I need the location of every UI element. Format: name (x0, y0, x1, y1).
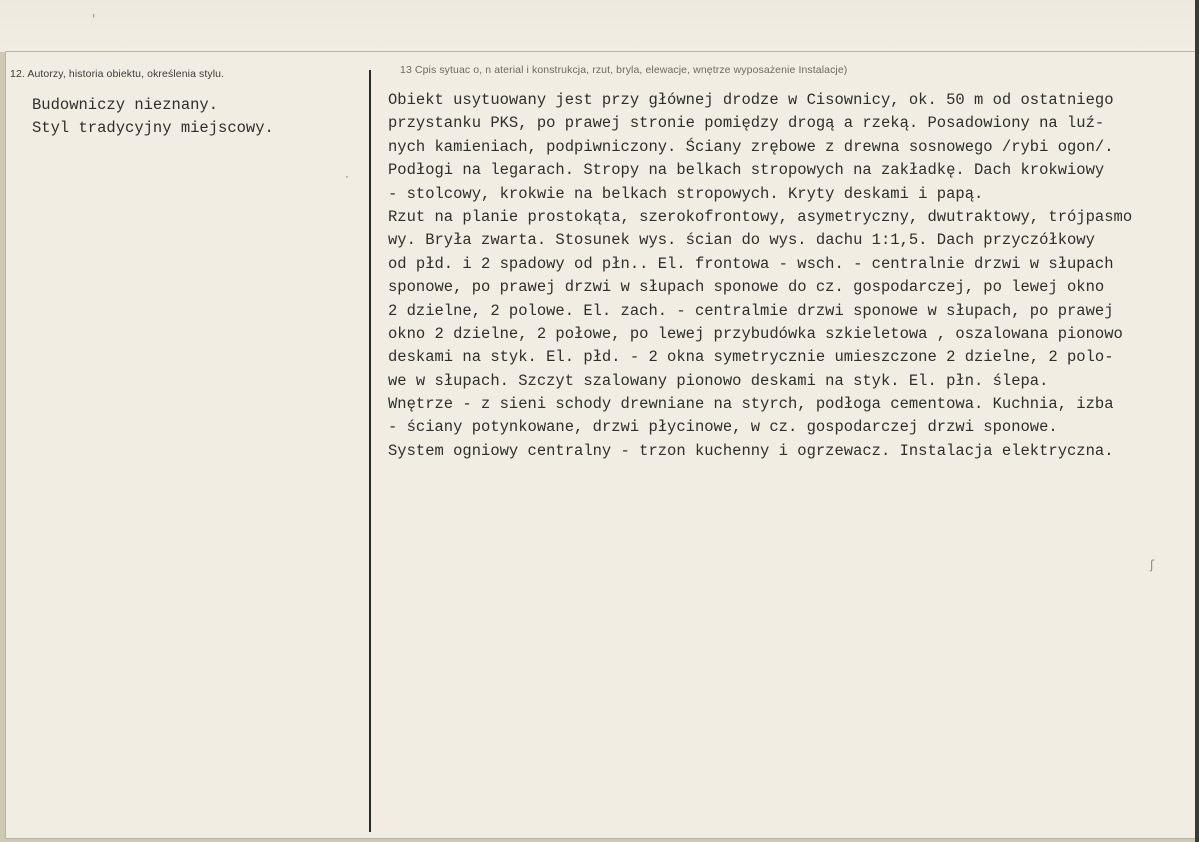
field-13-line: - ściany potynkowane, drzwi płycinowe, w cz. gospodarczej drzwi sponowe. (388, 418, 1058, 437)
column-divider (369, 70, 371, 832)
field-13-line: Obiekt usytuowany jest przy głównej drodze w Cisownicy, ok. 50 m od ostatniego (388, 91, 1114, 109)
field-13-line: Podłogi na legarach. Stropy na belkach stropowych na zakładkę. Dach krokwiowy (388, 161, 1105, 180)
field-13-line: deskami na styk. El. płd. - 2 okna symetrycznie umieszczone 2 dzielne, 2 polo- (388, 348, 1114, 367)
field-12-content (32, 94, 274, 141)
field-13-line: nych kamieniach, podpiwniczony. Ściany zrębowe z drewna sosnowego /rybi ogon/. (388, 137, 1114, 156)
field-13-line: we w słupach. Szczyt szalowany pionowo deskami na styk. El. płn. ślepa. (388, 371, 1049, 390)
field-13-line: od płd. i 2 spadowy od płn.. El. frontowa - wsch. - centralnie drzwi w słupach (388, 254, 1114, 273)
field-12-label: 12. Autorzy, historia obiektu, określenia stylu. (10, 68, 225, 80)
field-13-content (388, 89, 1132, 463)
field-13-line: przystanku PKS, po prawej stronie pomiędzy drogą a rzeką. Posadowiony na luź- (388, 114, 1105, 133)
field-13-line: Rzut na planie prostokąta, szerokofrontowy, asymetryczny, dwutraktowy, trójpasmo (388, 207, 1133, 226)
field-12-line: Budowniczy nieznany. (32, 96, 219, 114)
field-13-line: System ogniowy centralny - trzon kuchenny i ogrzewacz. Instalacja elektryczna. (388, 441, 1114, 460)
field-13-line: - stolcowy, krokwie na belkach stropowych. Kryty deskami i papą. (388, 184, 984, 203)
field-13-line: wy. Bryła zwarta. Stosunek wys. ścian do wys. dachu 1:1,5. Dach przyczółkowy (388, 231, 1095, 250)
field-13-label: 13 Cpis sytuac o, n aterial i konstrukcja, rzut, bryla, elewacje, wnętrze wyposażenie Instalacje) (400, 64, 848, 76)
field-13-line: Wnętrze - z sieni schody drewniane na styrch, podłoga cementowa. Kuchnia, izba (388, 395, 1114, 414)
paper-speck: ʃ (1150, 558, 1155, 572)
card-top-strip (0, 0, 1199, 52)
field-12-line: Styl tradycyjny miejscowy. (32, 119, 274, 138)
paper-speck: · (345, 170, 349, 184)
field-13-line: okno 2 dzielne, 2 połowe, po lewej przybudówka szkieletowa , oszalowana pionowo (388, 324, 1123, 343)
scan-edge-right (1195, 0, 1199, 842)
field-13-line: 2 dzielne, 2 polowe. El. zach. - centralmie drzwi sponowe w słupach, po prawej (388, 301, 1114, 320)
paper-speck: ' (92, 12, 96, 26)
field-13-line: sponowe, po prawej drzwi w słupach sponowe do cz. gospodarczej, po lewej okno (388, 278, 1105, 297)
